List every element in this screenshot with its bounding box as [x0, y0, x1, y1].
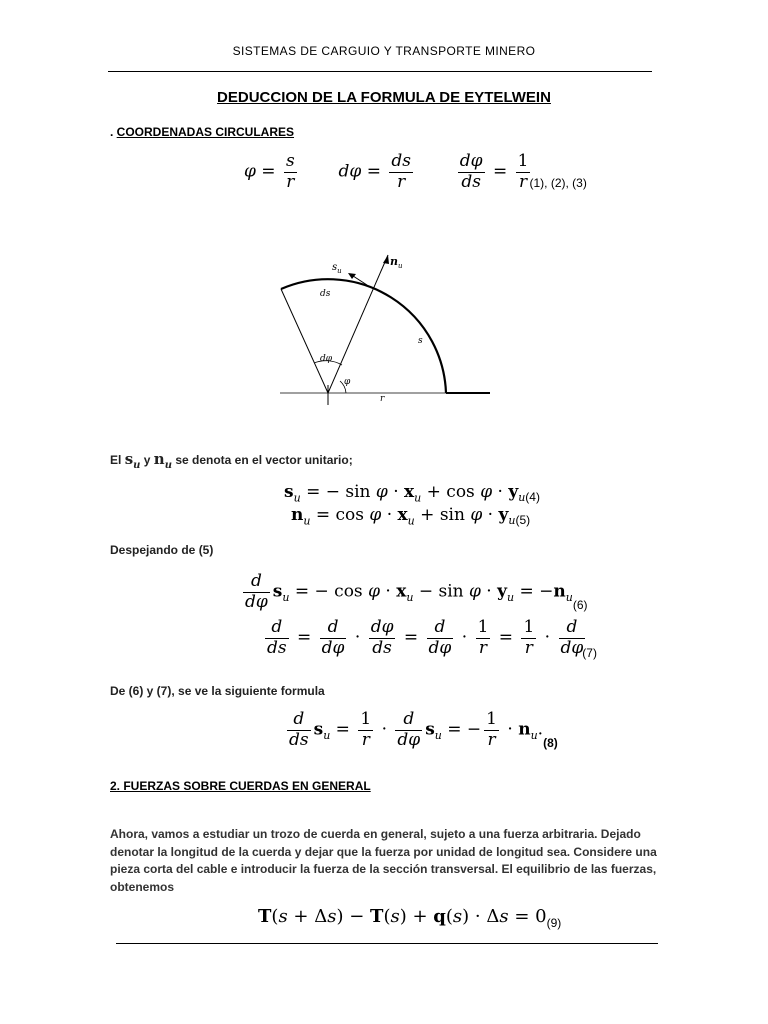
equation-number-9: (9)	[546, 916, 562, 930]
label-r: r	[380, 394, 385, 404]
despejando-text: Despejando de (5)	[110, 543, 214, 557]
circular-coordinates-diagram	[270, 245, 500, 410]
equation-number-7: (7)	[582, 645, 597, 660]
body-paragraph: Ahora, vamos a estudiar un trozo de cuerda en general, sujeto a una fuerza arbitraria. Dejado denotar la longitud de la cuerda y dejar que la fuerza por unidad de longitud sea. Considere una pieza corta del cable e introducir la fuerza de la sección transversal. El equilibrio de las fuerzas, obtenemos	[110, 827, 657, 894]
equation-number-5: (5)	[515, 513, 531, 528]
equation-6: $\frac{d}{d\varphi}$ $s_u$ = − $\cos \varphi \cdot x_u - \sin \varphi \cdot y_u = -n_{u(6)}$	[245, 571, 588, 612]
label-nu: $n_u$	[390, 255, 403, 270]
equation-number-8: (8)	[543, 735, 558, 750]
normal-vector-nu	[328, 255, 388, 393]
running-header: SISTEMAS DE CARGUIO Y TRANSPORTE MINERO	[232, 44, 536, 58]
document-title: DEDUCCION DE LA FORMULA DE EYTELWEIN	[217, 89, 551, 106]
equation-9: $T(s + \Delta s) - T(s) + q(s) \cdot \Delta s = 0_{(9)}$	[258, 906, 562, 930]
label-dphi: dφ	[320, 354, 333, 364]
label-su: $s_u$	[332, 262, 342, 275]
equation-5: $n_u = \cos \varphi \cdot x_u + \sin \varphi \cdot y_{u(5)}$	[291, 505, 531, 528]
section-heading-forces: 2. FUERZAS SOBRE CUERDAS EN GENERAL	[110, 779, 371, 793]
label-ds: ds	[320, 289, 331, 299]
unit-vector-sentence: El $s_u$ y $n_u$ se denota en el vector unitario;	[110, 450, 353, 471]
section-title: COORDENADAS CIRCULARES	[116, 125, 295, 139]
equation-number-1-2-3: (1), (2), (3)	[529, 175, 587, 190]
label-phi: φ	[344, 377, 351, 387]
de-6-7-text: De (6) y (7), se ve la siguiente formula	[110, 684, 325, 698]
label-s: s	[418, 336, 423, 346]
header-rule	[108, 71, 652, 72]
equation-1-2-3: φ = $\frac{s}{r}$ dφ = $\frac{ds}{r}$ $\frac{d\varphi}{ds}$ = $\frac{1}{r}$ $_{(1), (2), (3)}$	[244, 151, 587, 192]
equation-7: $\frac{d}{ds}$ = $\frac{d}{d\varphi}$ · $\frac{d\varphi}{ds}$ = $\frac{d}{d\varphi}$ · $\frac{1}{r}$ = $\frac{1}{r}$ · $\frac{d}{d\varphi}$ $_{(7)}$	[267, 617, 597, 660]
section-prefix: .	[110, 125, 117, 139]
equation-4: $s_u$ = − $\sin \varphi \cdot x_u + \cos \varphi \cdot y_{u(4)}$	[284, 482, 540, 505]
equation-8: $\frac{d}{ds}$ $s_u$ = $\frac{1}{r}$ · $\frac{d}{d\varphi}$ $s_u$ = − $\frac{1}{r}$ · $n_u._{(8)}$	[289, 709, 558, 750]
radius-line	[281, 289, 328, 393]
equation-number-4: (4)	[525, 490, 540, 505]
section-heading-circular-coordinates	[110, 125, 294, 139]
footer-rule	[116, 943, 658, 944]
equation-number-6: (6)	[572, 597, 588, 612]
